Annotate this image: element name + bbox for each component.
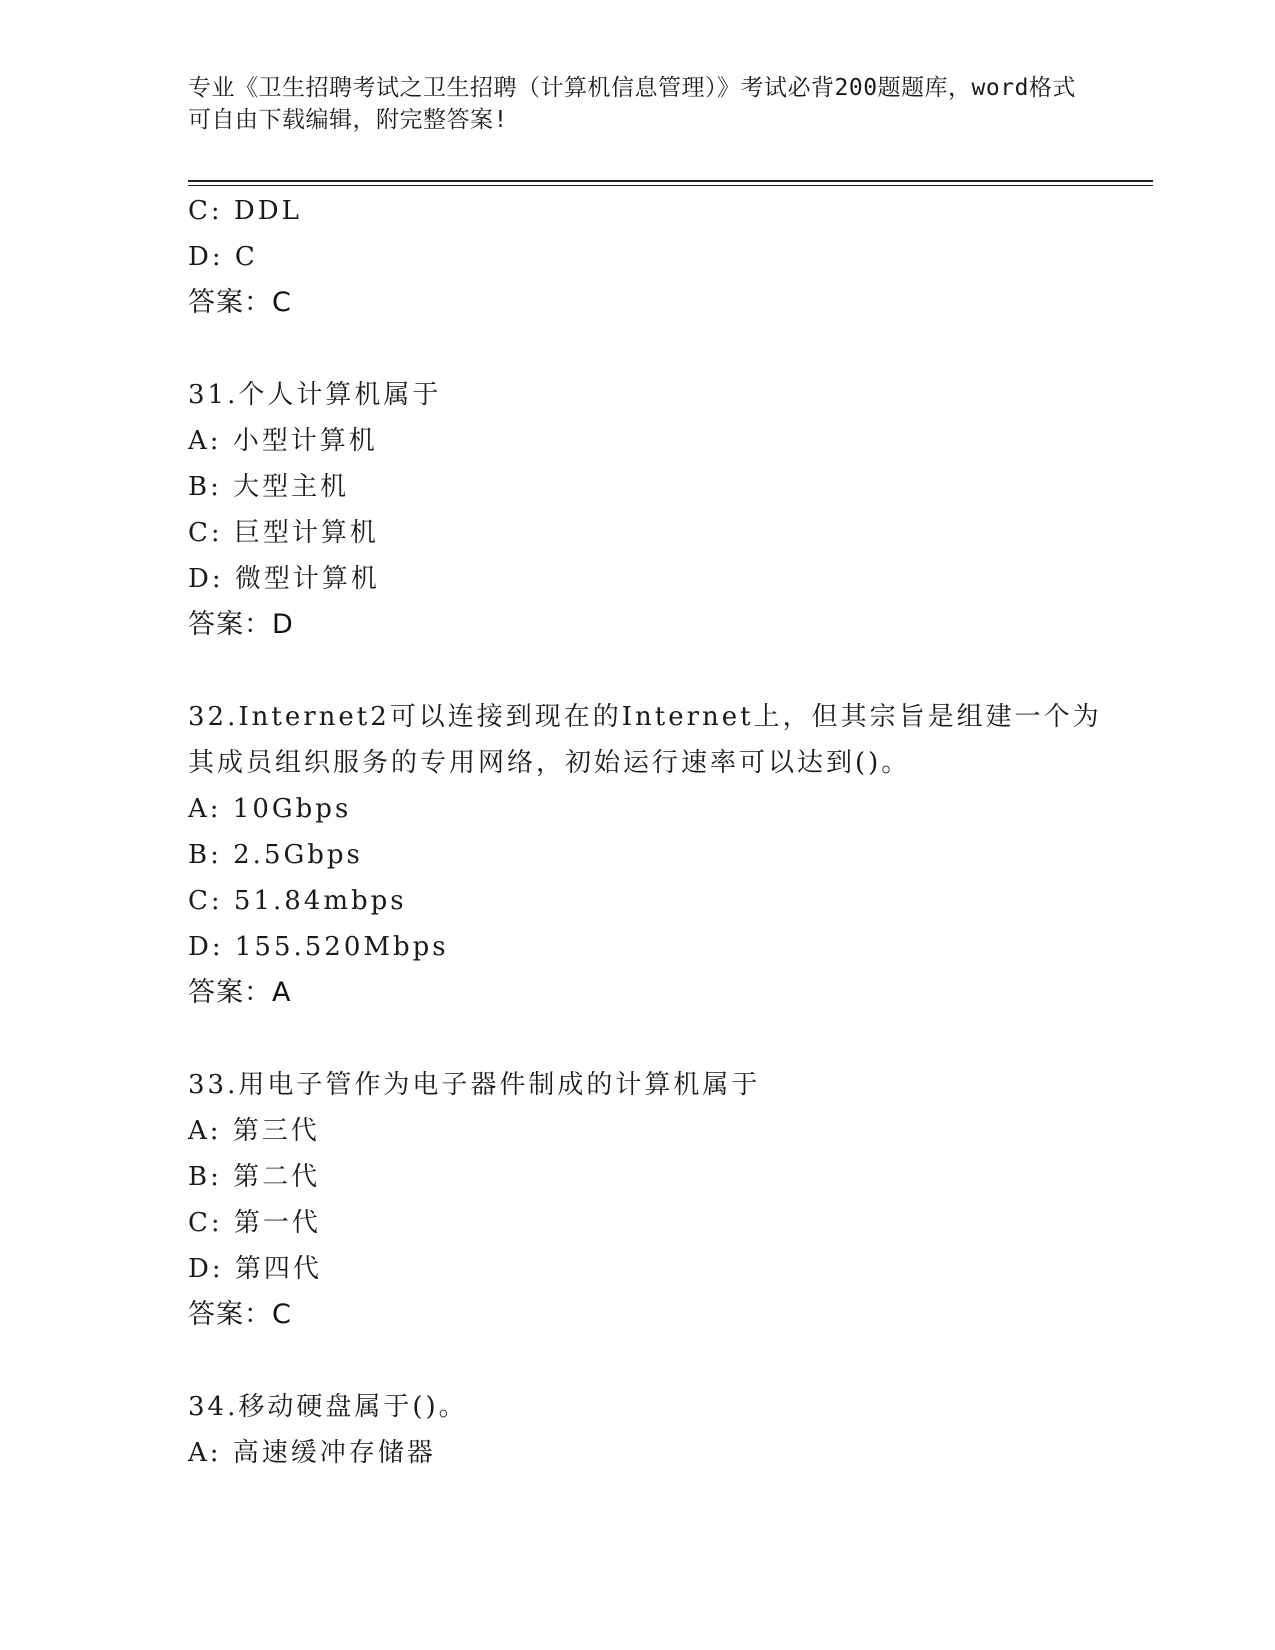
- question-31: [188, 372, 1118, 648]
- document-header: 专业《卫生招聘考试之卫生招聘（计算机信息管理）》考试必背200题题库，word格式可自由下载编辑，附完整答案!: [188, 75, 1076, 133]
- question-34: [188, 1384, 1118, 1476]
- header-rule-top: [188, 180, 1153, 182]
- option-c: C: DDL: [188, 196, 302, 226]
- answer-label: 答案：D: [188, 609, 294, 640]
- answer-label: 答案：C: [188, 287, 292, 318]
- header-rule-bottom: [188, 185, 1153, 186]
- option-a: A: 小型计算机: [188, 426, 378, 456]
- question-stem: 34.移动硬盘属于()。: [188, 1392, 468, 1422]
- question-32: [188, 694, 1118, 1016]
- option-d: D: C: [188, 242, 258, 272]
- question-30-partial: [188, 188, 1118, 326]
- option-c: C: 第一代: [188, 1208, 321, 1238]
- option-b: B: 大型主机: [188, 472, 350, 502]
- question-33: [188, 1062, 1118, 1338]
- answer-label: 答案：C: [188, 1299, 292, 1330]
- option-c: C: 巨型计算机: [188, 518, 379, 548]
- question-stem: 31.个人计算机属于: [188, 380, 442, 410]
- question-stem: 32.Internet2可以连接到现在的Internet上，但其宗旨是组建一个为其成员组织服务的专用网络，初始运行速率可以达到()。: [188, 702, 1102, 778]
- option-b: B: 第二代: [188, 1162, 321, 1192]
- option-a: A: 第三代: [188, 1116, 320, 1146]
- option-a: A: 高速缓冲存储器: [188, 1438, 436, 1468]
- option-d: D: 第四代: [188, 1254, 322, 1284]
- option-b: B: 2.5Gbps: [188, 840, 363, 870]
- option-d: D: 155.520Mbps: [188, 932, 449, 962]
- question-content: [188, 188, 1118, 1476]
- question-stem: 33.用电子管作为电子器件制成的计算机属于: [188, 1070, 761, 1100]
- option-d: D: 微型计算机: [188, 564, 380, 594]
- answer-label: 答案：A: [188, 977, 292, 1008]
- option-c: C: 51.84mbps: [188, 886, 407, 916]
- option-a: A: 10Gbps: [188, 794, 352, 824]
